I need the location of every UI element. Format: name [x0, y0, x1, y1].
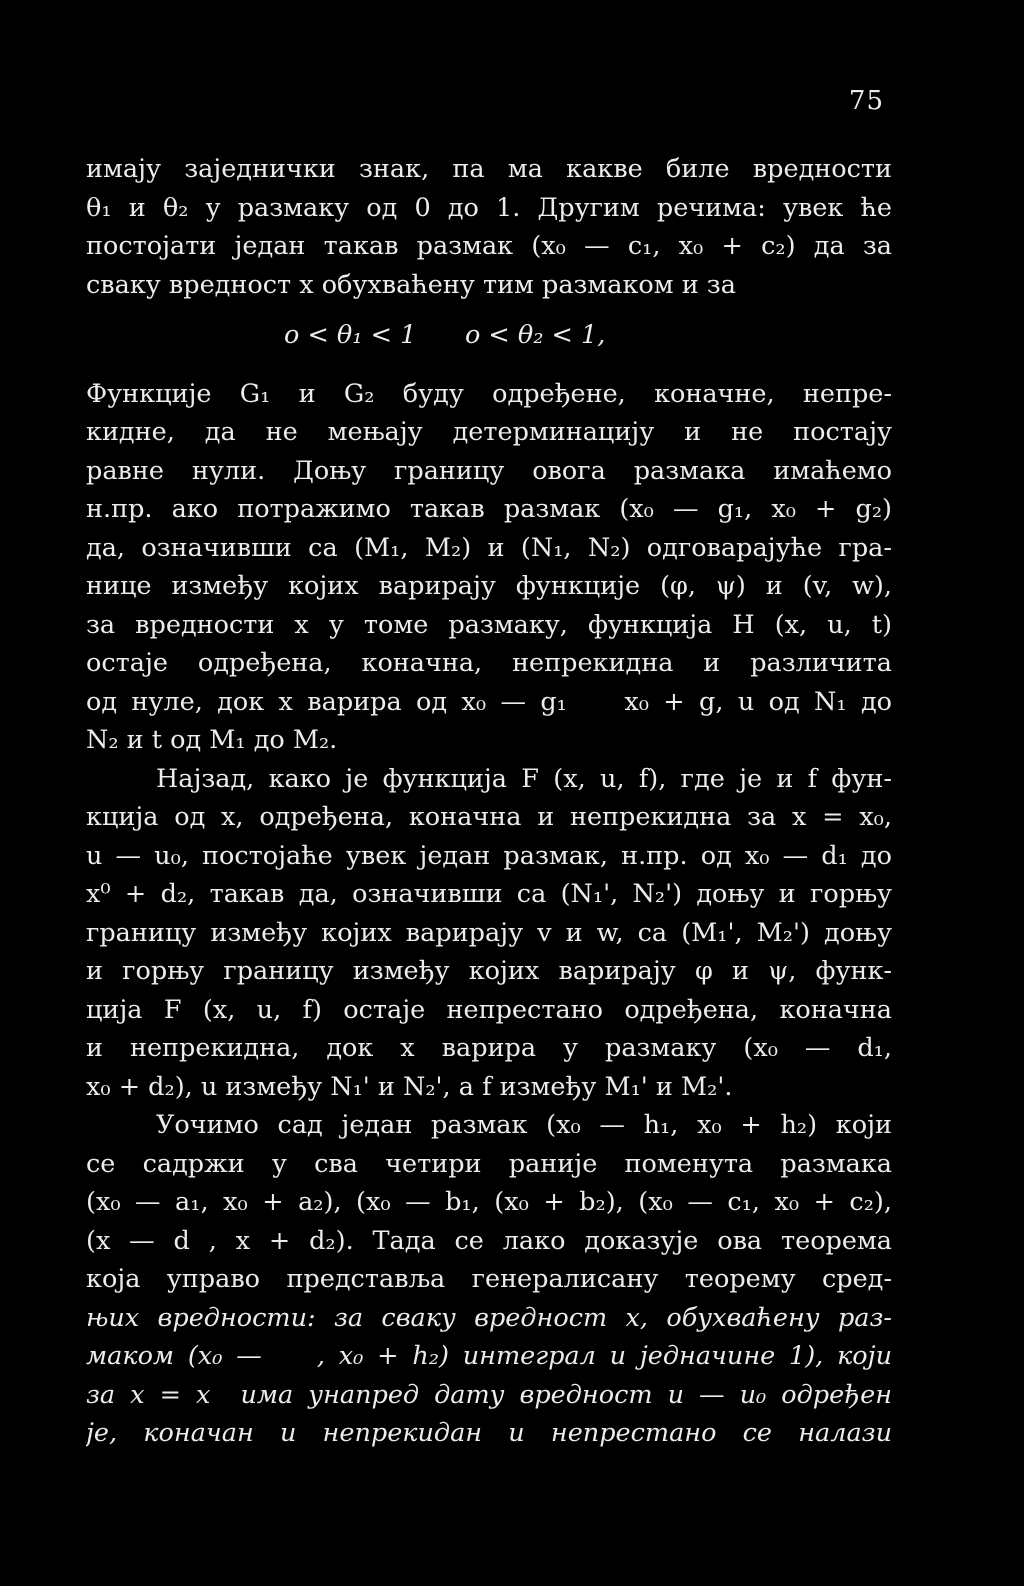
- text-line: н.пр. ако потражимо такав размак (x₀ — g₁, x₀ + g₂): [86, 494, 892, 524]
- text-line: u — u₀, постојаће увек један размак, н.пр. од x₀ — d₁ до: [86, 840, 892, 871]
- text-line: (x₀ — a₁, x₀ + a₂), (x₀ — b₁, (x₀ + b₂), (x₀ — c₁, x₀ + c₂),: [86, 1187, 892, 1217]
- text-line: кидне, да не мењају детерминацију и не постају: [86, 417, 892, 447]
- text-line: Најзад, како је функција F (x, u, f), где је и f фун-: [156, 763, 892, 794]
- body-text: [86, 150, 892, 1453]
- text-line: и непрекидна, док x варира у размаку (x₀ — d₁,: [86, 1033, 892, 1063]
- page-number: 75: [848, 86, 884, 116]
- text-line: θ₁ и θ₂ у размаку од 0 до 1. Другим речима: увек ће: [86, 192, 892, 223]
- text-line: кција од x, одређена, коначна и непрекидна за x = x₀,: [86, 802, 892, 832]
- text-line: њих вредности: за сваку вредност x, обухваћену раз-: [86, 1302, 892, 1333]
- text-line: ција F (x, u, f) остаје непрестано одређена, коначна: [86, 994, 892, 1025]
- text-line: за вредности x у томе размаку, функција H (x, u, t): [86, 609, 892, 640]
- text-line: имају заједнички знак, па ма какве биле вредности: [86, 154, 892, 184]
- inequality-formula: o < θ₁ < 1 o < θ₂ < 1,: [284, 320, 606, 350]
- text-line: остаје одређена, коначна, непрекидна и различита: [86, 648, 892, 678]
- text-line: је, коначан и непрекидан и непрестано се налази: [86, 1418, 892, 1448]
- text-line: равне нули. Доњу границу овога размака имаћемо: [86, 455, 892, 486]
- text-line: за x = x има унапред дату вредност u — u₀ одређен: [86, 1379, 892, 1410]
- text-line: Функције G₁ и G₂ буду одређене, коначне, непре-: [86, 378, 892, 409]
- text-line: x⁰ + d₂, такав да, означивши са (N₁', N₂') доњу и горњу: [86, 879, 892, 909]
- text-line: маком (x₀ — , x₀ + h₂) интеграл u једначине 1), који: [86, 1341, 892, 1371]
- spacer: [86, 355, 892, 375]
- text-line: која управо представља генералисану теорему сред-: [86, 1264, 892, 1294]
- text-line: постојати један такав размак (x₀ — c₁, x₀ + c₂) да за: [86, 231, 892, 261]
- text-line: се садржи у сва четири раније поменута размака: [86, 1148, 892, 1179]
- text-line: границу између којих варирају v и w, са (M₁', M₂') доњу: [86, 917, 892, 948]
- text-line: нице између којих варирају функције (φ, ψ) и (v, w),: [86, 571, 892, 601]
- text-line: од нуле, док x варира од x₀ — g₁ x₀ + g, u од N₁ до: [86, 686, 892, 717]
- text-line: x₀ + d₂), u између N₁' и N₂', а f између M₁' и M₂'.: [86, 1071, 733, 1102]
- text-line: сваку вредност x обухваћену тим размаком и за: [86, 269, 736, 300]
- text-line: да, означивши са (M₁, M₂) и (N₁, N₂) одговарајуће гра-: [86, 532, 892, 563]
- text-line: N₂ и t од M₁ до M₂.: [86, 725, 338, 755]
- spacer: [86, 304, 892, 316]
- text-line: и горњу границу између којих варирају φ и ψ, функ-: [86, 956, 892, 986]
- text-line: (x — d , x + d₂). Тада се лако доказује ова теорема: [86, 1225, 892, 1256]
- text-line: Уочимо сад један размак (x₀ — h₁, x₀ + h₂) који: [156, 1110, 892, 1140]
